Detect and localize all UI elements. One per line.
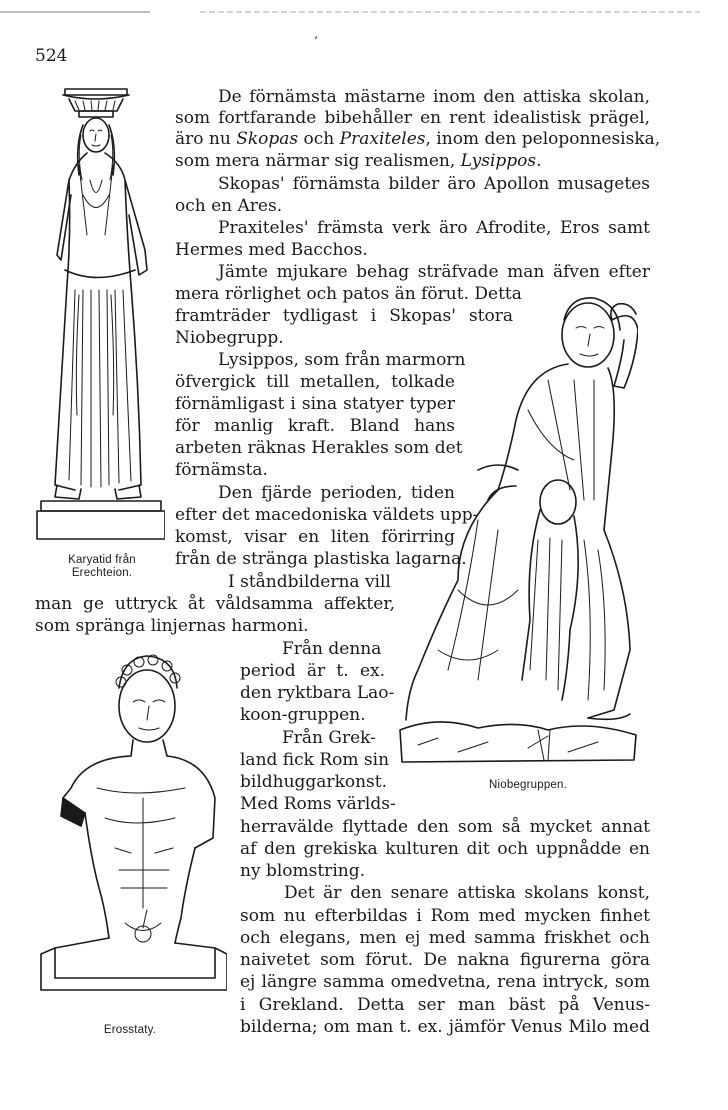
text-line: Skopas' förnämsta bilder äro Apollon musagetes xyxy=(218,174,650,194)
text-line: som fortfarande bibehåller en rent idealistisk prägel, xyxy=(175,108,650,128)
text-span: som mera närmar sig realismen, xyxy=(175,151,461,171)
text-line: arbeten räknas Herakles som det xyxy=(175,438,463,458)
text-line: I ståndbilderna vill xyxy=(228,572,391,592)
text-line: öfvergick till metallen, tolkade xyxy=(175,372,455,392)
text-line: och elegans, men ej med samma friskhet och xyxy=(240,928,650,948)
text-line: förnämligast i sina statyer typer xyxy=(175,394,455,414)
text-line: och en Ares. xyxy=(175,196,283,216)
text-line xyxy=(175,128,661,150)
text-line: af den grekiska kulturen dit och uppnådde en xyxy=(240,839,650,859)
text-line: Lysippos, som från marmorn xyxy=(218,350,466,370)
text-line: Praxiteles' främsta verk äro Afrodite, Eros samt xyxy=(218,218,650,238)
text-line: förnämsta. xyxy=(175,460,268,480)
text-line xyxy=(175,150,542,172)
karyatid-caption-line1: Karyatid från xyxy=(68,554,136,566)
text-line: Niobegrupp. xyxy=(175,328,284,348)
text-line: ny blomstring. xyxy=(240,861,365,881)
text-span: , inom den peloponnesiska, xyxy=(425,129,661,149)
emphasis-lysippos: Lysippos. xyxy=(460,151,542,171)
text-line: Från Grek- xyxy=(282,728,376,748)
text-line: mera rörlighet och patos än förut. Detta xyxy=(175,284,522,304)
text-line: för manlig kraft. Bland hans xyxy=(175,416,455,436)
text-line: bildhuggarkonst. xyxy=(240,772,388,792)
text-line: Med Roms världs- xyxy=(240,794,396,814)
karyatid-figure xyxy=(35,85,165,545)
eros-caption: Erosstaty. xyxy=(103,1024,157,1036)
karyatid-caption xyxy=(38,554,166,580)
top-rule xyxy=(0,10,728,14)
emphasis-praxiteles: Praxiteles xyxy=(339,129,426,149)
text-line: Jämte mjukare behag sträfvade man äfven efter xyxy=(218,262,650,282)
emphasis-skopas: Skopas xyxy=(236,129,299,149)
text-line: Det är den senare attiska skolans konst, xyxy=(284,883,650,903)
text-line: Hermes med Bacchos. xyxy=(175,240,368,260)
niobe-caption: Niobegruppen. xyxy=(488,779,568,791)
eros-statue-figure xyxy=(35,648,227,1010)
text-line: den ryktbara Lao- xyxy=(240,683,395,703)
text-span: och xyxy=(298,129,340,149)
text-line: framträder tydligast i Skopas' stora xyxy=(175,306,513,326)
text-span: äro nu xyxy=(175,129,237,149)
karyatid-caption-line2: Erechteion. xyxy=(71,567,133,579)
text-line: som spränga linjernas harmoni. xyxy=(35,616,309,636)
top-mark: ‘ xyxy=(314,34,318,48)
text-line: ej längre samma omedvetna, rena intryck, som xyxy=(240,972,650,992)
text-line: herravälde flyttade den som så mycket annat xyxy=(240,817,650,837)
text-line: koon-gruppen. xyxy=(240,705,366,725)
text-line: Från denna xyxy=(282,639,382,659)
text-line: komst, visar en liten förirring xyxy=(175,527,455,547)
text-line: land fick Rom sin xyxy=(240,750,390,770)
text-line: naivetet som förut. De nakna figurerna göra xyxy=(240,950,650,970)
text-line: som nu efterbildas i Rom med mycken finhet xyxy=(240,906,650,926)
text-line: De förnämsta mästarne inom den attiska skolan, xyxy=(218,87,650,107)
text-line: period är t. ex. xyxy=(240,661,385,681)
text-line: från de stränga plastiska lagarna. xyxy=(175,549,467,569)
page-number: 524 xyxy=(35,46,68,66)
text-line: Den fjärde perioden, tiden xyxy=(218,483,455,503)
text-line: bilderna; om man t. ex. jämför Venus Milo med xyxy=(240,1017,650,1037)
text-line: man ge uttryck åt våldsamma affekter, xyxy=(35,594,395,614)
text-line: efter det macedoniska väldets upp- xyxy=(175,505,479,525)
text-line: i Grekland. Detta ser man bäst på Venus- xyxy=(240,995,650,1015)
